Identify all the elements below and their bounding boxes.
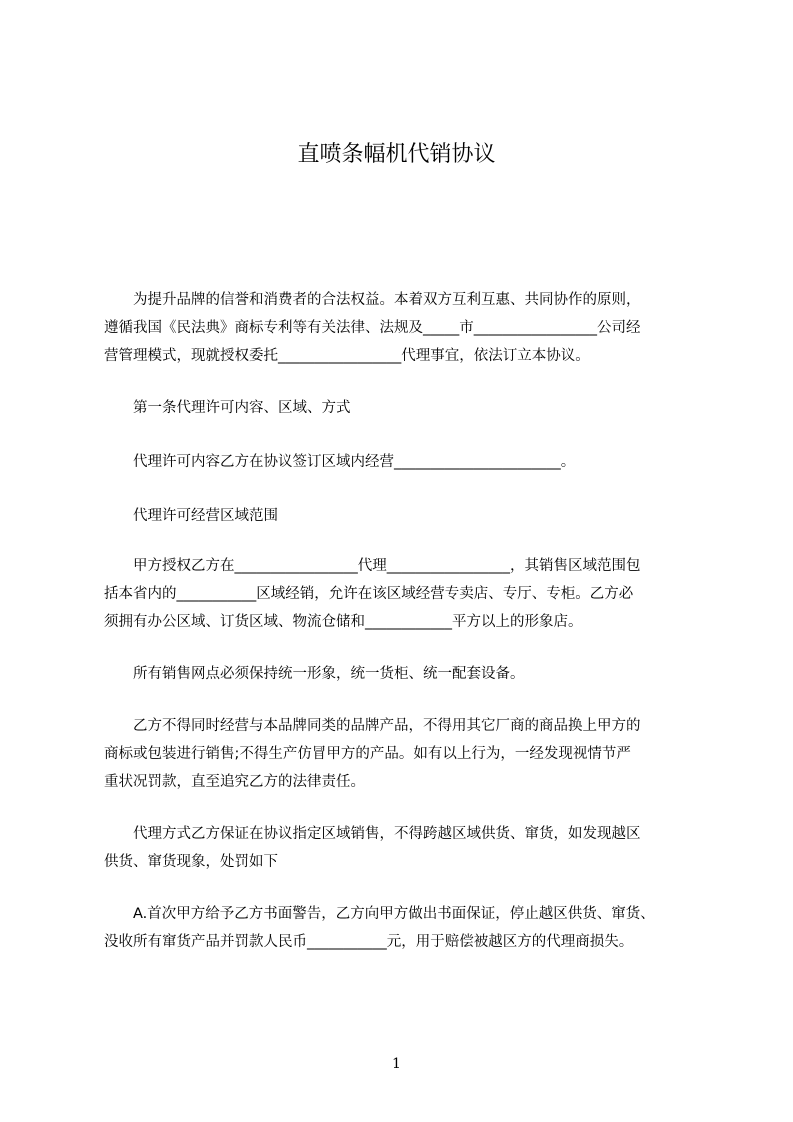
outlets-paragraph: 所有销售网点必须保持统一形象，统一货柜、统一配套设备。 [104,666,525,682]
penalty-a-paragraph [104,900,704,956]
document-title: 直喷条幅机代销协议 [297,142,496,167]
article-1-heading: 第一条代理许可内容、区域、方式 [104,400,351,416]
penalty-a-line-1: A.首次甲方给予乙方书面警告，乙方向甲方做出书面保证，停止越区供货、窜货、 [104,906,655,922]
method-paragraph [104,820,704,876]
license-content-paragraph: 代理许可内容乙方在协议签订区域内经营_______________________。 [104,454,576,470]
penalty-a-line-2: 没收所有窜货产品并罚款人民币___________元，用于赔偿被越区方的代理商损失。 [104,934,634,950]
exclusivity-line-2: 商标或包装进行销售;不得生产仿冒甲方的产品。如有以上行为，一经发现视情节严 [104,746,631,762]
intro-paragraph [104,286,704,370]
exclusivity-paragraph [104,712,704,796]
exclusivity-line-3: 重状况罚款，直至追究乙方的法律责任。 [104,774,365,790]
region-paragraph [104,552,704,636]
method-line-2: 供货、窜货现象，处罚如下 [104,854,278,870]
region-line-3: 须拥有办公区域、订货区域、物流仓储和____________平方以上的形象店。 [104,614,583,630]
intro-line-1: 为提升品牌的信誉和消费者的合法权益。本着双方互利互惠、共同协作的原则， [104,292,641,308]
region-line-1: 甲方授权乙方在_________________代理_________________，其销售区域范围包 [104,558,641,574]
page-number: 1 [392,1056,401,1072]
exclusivity-line-1: 乙方不得同时经营与本品牌同类的品牌产品，不得用其它厂商的商品换上甲方的 [104,718,641,734]
license-region-heading: 代理许可经营区域范围 [104,508,278,524]
region-line-2: 括本省内的___________区域经销，允许在该区域经营专卖店、专厅、专柜。乙方必 [104,586,634,602]
intro-line-2: 遵循我国《民法典》商标专利等有关法律、法规及_____市_________________公司经 [104,320,641,336]
method-line-1: 代理方式乙方保证在协议指定区域销售，不得跨越区域供货、窜货，如发现越区 [104,826,641,842]
intro-line-3: 营管理模式，现就授权委托_________________代理事宜，依法订立本协议。 [104,348,590,364]
